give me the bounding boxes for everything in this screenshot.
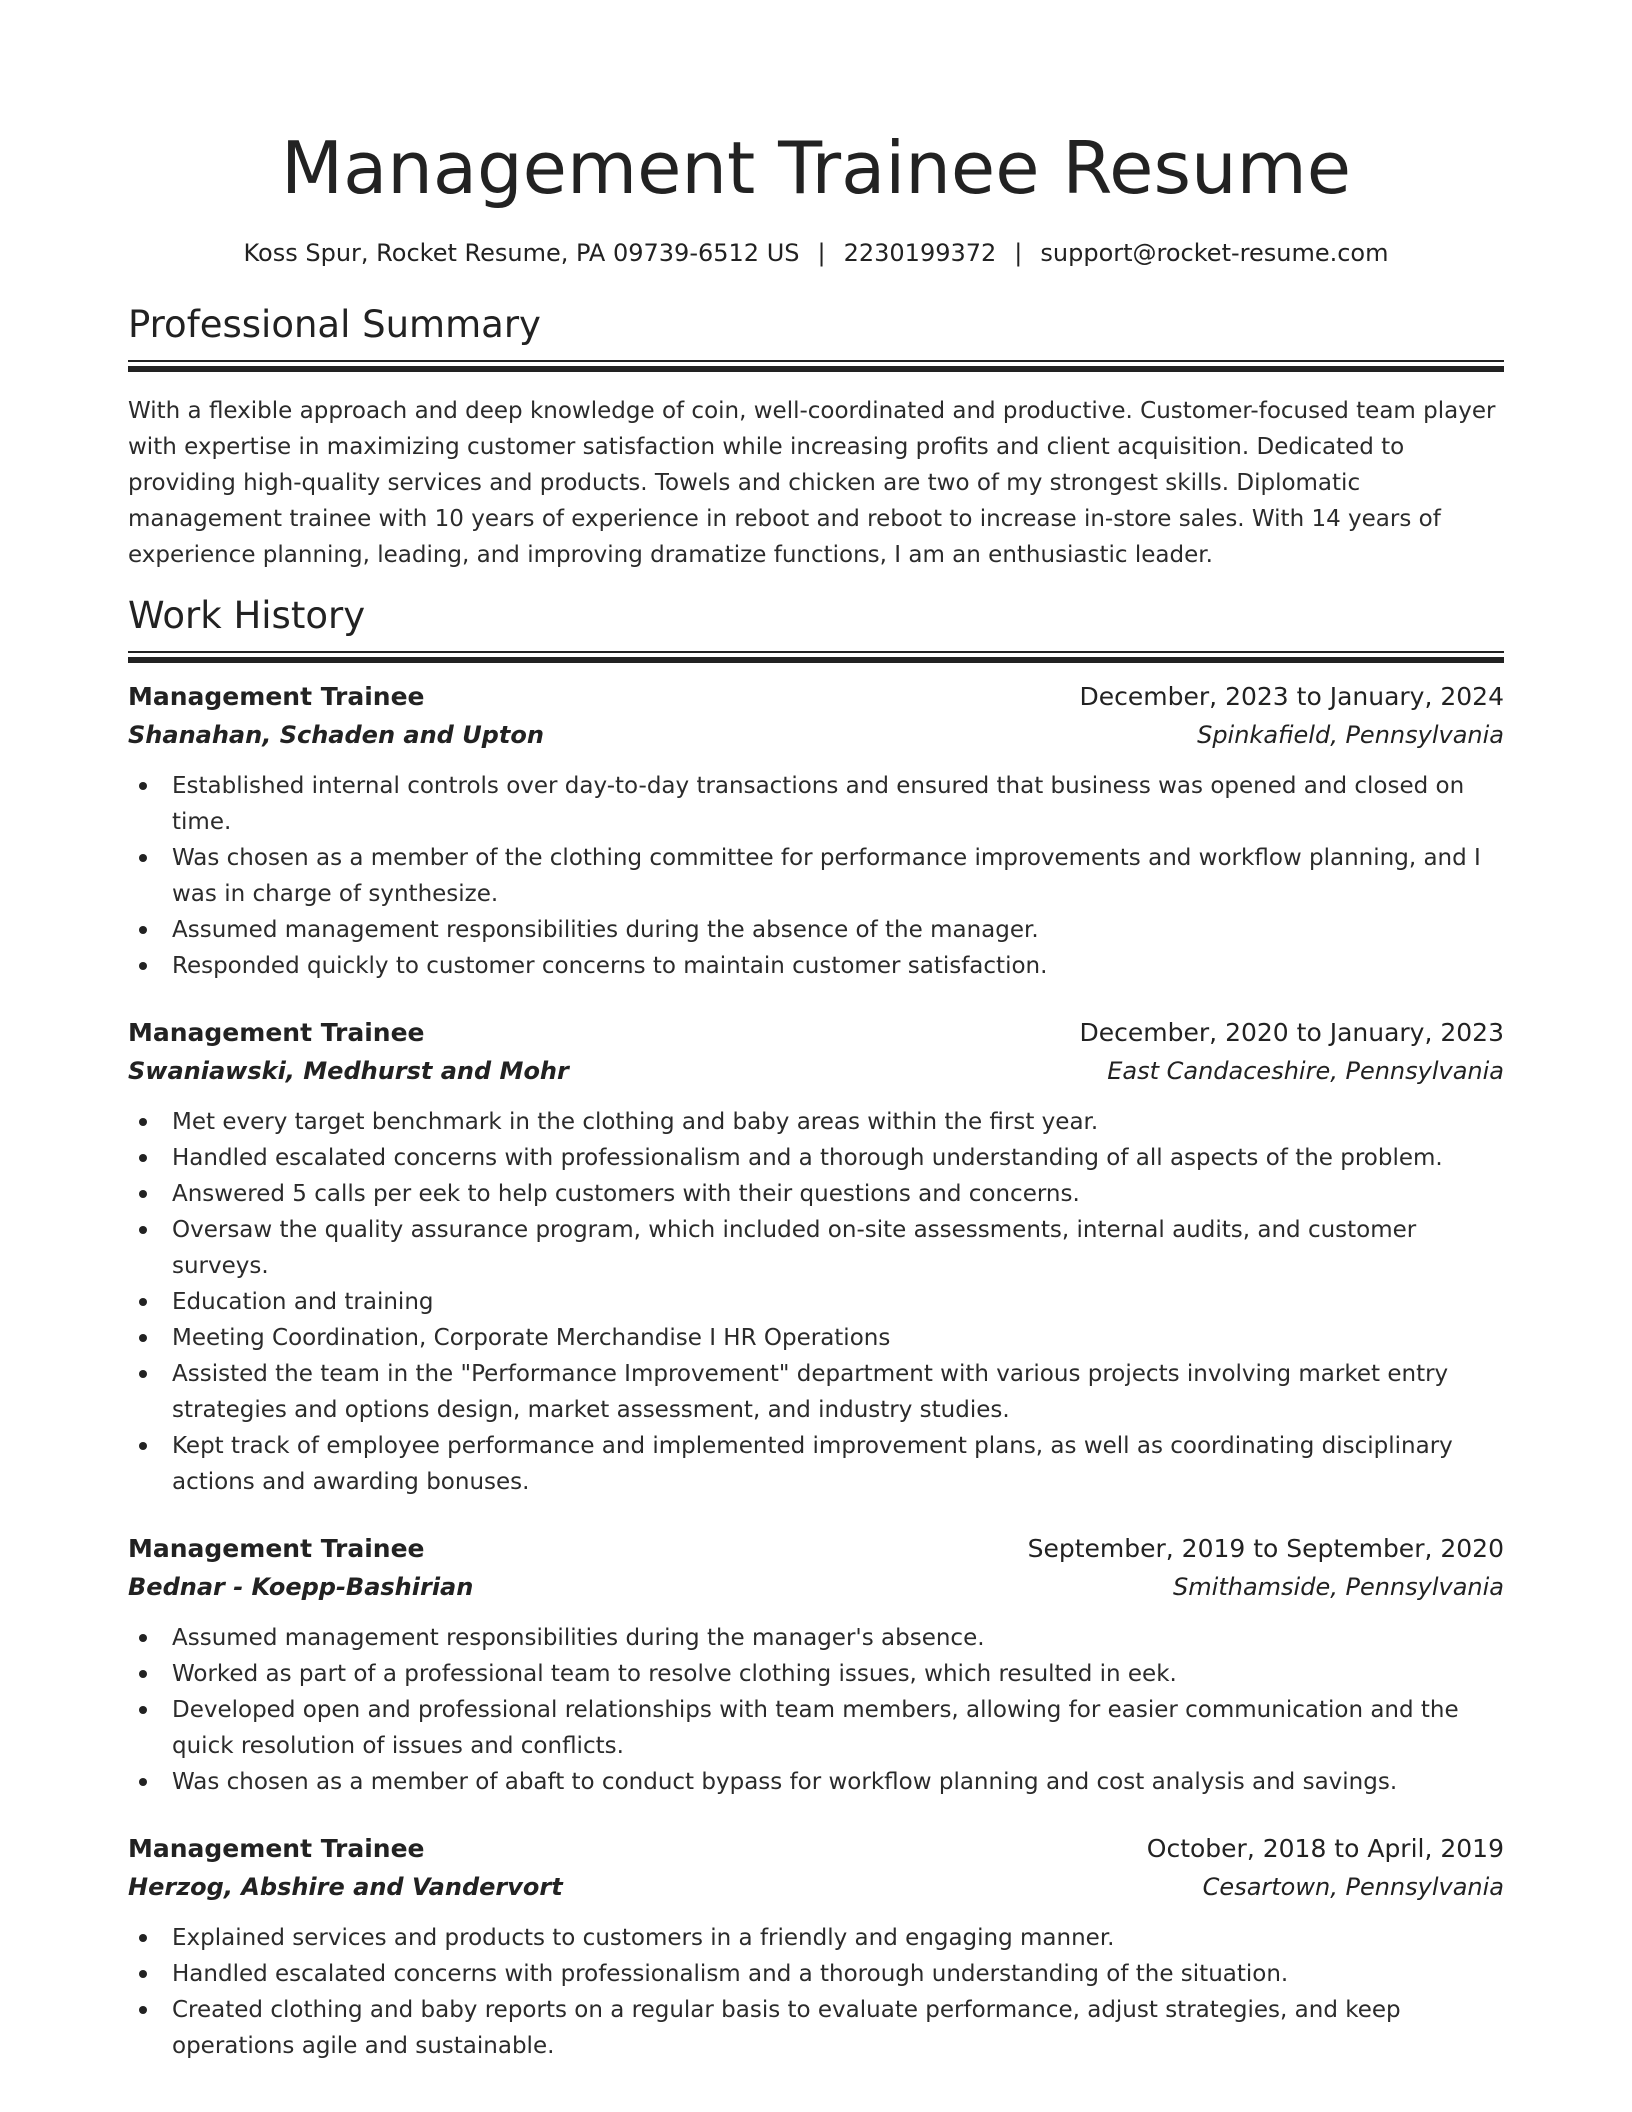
job-list xyxy=(128,678,1504,2064)
job-entry xyxy=(128,1014,1504,1500)
job-location: East Candaceshire, Pennsylvania xyxy=(1107,1057,1504,1085)
contact-separator: | xyxy=(817,239,826,267)
job-location: Spinkafield, Pennsylvania xyxy=(1197,721,1504,749)
bullet-icon xyxy=(139,1298,147,1306)
job-bullet xyxy=(172,1764,1504,1800)
job-bullet xyxy=(172,1140,1504,1176)
job-dates: December, 2023 to January, 2024 xyxy=(1079,682,1504,711)
job-bullet-text: Answered 5 calls per eek to help customers with their questions and concerns. xyxy=(172,1181,1080,1207)
job-entry xyxy=(128,678,1504,984)
bullet-icon xyxy=(139,2006,147,2014)
job-bullet-text: Handled escalated concerns with professionalism and a thorough understanding of all aspects of the problem. xyxy=(172,1145,1443,1171)
job-subheader xyxy=(128,1868,1504,1906)
job-bullet xyxy=(172,1284,1504,1320)
job-bullet-text: Worked as part of a professional team to resolve clothing issues, which resulted in eek. xyxy=(172,1661,1177,1687)
job-bullet xyxy=(172,1692,1504,1764)
contact-email[interactable]: support@rocket-resume.com xyxy=(1040,239,1389,267)
job-bullet xyxy=(172,1320,1504,1356)
bullet-icon xyxy=(139,1226,147,1234)
job-location: Smithamside, Pennsylvania xyxy=(1173,1573,1504,1601)
bullet-icon xyxy=(139,1778,147,1786)
bullet-icon xyxy=(139,926,147,934)
bullet-icon xyxy=(139,1334,147,1342)
bullet-icon xyxy=(139,782,147,790)
job-header xyxy=(128,1014,1504,1052)
job-bullet xyxy=(172,948,1504,984)
job-bullet xyxy=(172,1356,1504,1428)
summary-text: With a flexible approach and deep knowledge of coin, well-coordinated and productive. Customer-focused team player with expertise in maximizing customer satisfaction while increasing profits and client acquisition. Dedicated to providing high-quality services and products. Towels and chicken are two of my strongest skills. Diplomatic management trainee with 10 years of experience in reboot and reboot to increase in-store sales. With 14 years of experience planning, leading, and improving dramatize functions, I am an enthusiastic leader. xyxy=(128,398,1496,568)
job-header xyxy=(128,678,1504,716)
job-bullet xyxy=(172,1656,1504,1692)
job-title: Management Trainee xyxy=(128,1018,425,1047)
job-bullet xyxy=(172,1956,1504,1992)
job-bullet xyxy=(172,912,1504,948)
job-title: Management Trainee xyxy=(128,1534,425,1563)
job-bullet-text: Handled escalated concerns with professionalism and a thorough understanding of the situation. xyxy=(172,1961,1289,1987)
job-bullet-text: Met every target benchmark in the clothing and baby areas within the first year. xyxy=(172,1109,1099,1135)
bullet-icon xyxy=(139,1970,147,1978)
job-bullet xyxy=(172,1428,1504,1500)
bullet-icon xyxy=(139,1154,147,1162)
contact-phone: 2230199372 xyxy=(843,239,997,267)
job-bullet xyxy=(172,768,1504,840)
job-company: Shanahan, Schaden and Upton xyxy=(128,721,544,749)
resume-title: Management Trainee Resume xyxy=(280,126,1352,210)
bullet-icon xyxy=(139,1370,147,1378)
job-subheader xyxy=(128,1568,1504,1606)
contact-separator: | xyxy=(1014,239,1023,267)
contact-address: Koss Spur, Rocket Resume, PA 09739-6512 US xyxy=(243,239,800,267)
job-dates: October, 2018 to April, 2019 xyxy=(1146,1834,1504,1863)
job-bullet-list xyxy=(128,1920,1504,2064)
job-subheader xyxy=(128,1052,1504,1090)
job-bullet xyxy=(172,1992,1504,2064)
work-history-heading: Work History xyxy=(128,594,366,637)
section-divider xyxy=(128,651,1504,662)
job-bullet-list xyxy=(128,1620,1504,1800)
job-bullet-text: Developed open and professional relationships with team members, allowing for easier communication and the quick resolution of issues and conflicts. xyxy=(172,1697,1459,1759)
job-header xyxy=(128,1830,1504,1868)
job-bullet-text: Oversaw the quality assurance program, which included on-site assessments, internal audits, and customer surveys. xyxy=(172,1217,1417,1279)
resume-page xyxy=(128,0,1504,2064)
job-bullet-text: Meeting Coordination, Corporate Merchandise I HR Operations xyxy=(172,1325,891,1351)
job-bullet-text: Explained services and products to customers in a friendly and engaging manner. xyxy=(172,1925,1115,1951)
bullet-icon xyxy=(139,1706,147,1714)
job-dates: December, 2020 to January, 2023 xyxy=(1079,1018,1504,1047)
job-bullet xyxy=(172,1212,1504,1284)
summary-heading: Professional Summary xyxy=(128,303,541,346)
bullet-icon xyxy=(139,1190,147,1198)
bullet-icon xyxy=(139,1634,147,1642)
job-bullet-text: Established internal controls over day-to-day transactions and ensured that business was opened and closed on time. xyxy=(172,773,1465,835)
bullet-icon xyxy=(139,854,147,862)
job-entry xyxy=(128,1830,1504,2064)
job-bullet-text: Responded quickly to customer concerns to maintain customer satisfaction. xyxy=(172,953,1048,979)
job-company: Bednar - Koepp-Bashirian xyxy=(128,1573,474,1601)
job-bullet-text: Education and training xyxy=(172,1289,434,1315)
job-title: Management Trainee xyxy=(128,682,425,711)
job-bullet xyxy=(172,1920,1504,1956)
bullet-icon xyxy=(139,1442,147,1450)
job-company: Herzog, Abshire and Vandervort xyxy=(128,1873,563,1901)
job-bullet xyxy=(172,1620,1504,1656)
section-divider xyxy=(128,360,1504,371)
bullet-icon xyxy=(139,1670,147,1678)
summary-section xyxy=(128,302,1504,573)
job-header xyxy=(128,1530,1504,1568)
job-bullet xyxy=(172,1176,1504,1212)
job-bullet-text: Kept track of employee performance and implemented improvement plans, as well as coordinating disciplinary actions and awarding bonuses. xyxy=(172,1433,1453,1495)
job-entry xyxy=(128,1530,1504,1800)
job-dates: September, 2019 to September, 2020 xyxy=(1027,1534,1504,1563)
job-bullet-text: Created clothing and baby reports on a regular basis to evaluate performance, adjust strategies, and keep operations agile and sustainable. xyxy=(172,1997,1401,2059)
job-title: Management Trainee xyxy=(128,1834,425,1863)
bullet-icon xyxy=(139,1118,147,1126)
job-bullet-text: Was chosen as a member of the clothing committee for performance improvements and workflow planning, and I was in charge of synthesize. xyxy=(172,845,1481,907)
job-company: Swaniawski, Medhurst and Mohr xyxy=(128,1057,569,1085)
job-bullet-list xyxy=(128,768,1504,984)
job-bullet-text: Assumed management responsibilities during the manager's absence. xyxy=(172,1625,985,1651)
job-bullet xyxy=(172,840,1504,912)
job-bullet-text: Assisted the team in the "Performance Improvement" department with various projects involving market entry strategies and options design, market assessment, and industry studies. xyxy=(172,1361,1449,1423)
job-subheader xyxy=(128,716,1504,754)
job-bullet xyxy=(172,1104,1504,1140)
bullet-icon xyxy=(139,962,147,970)
job-bullet-list xyxy=(128,1104,1504,1500)
work-history-section xyxy=(128,593,1504,2064)
job-location: Cesartown, Pennsylvania xyxy=(1202,1873,1504,1901)
contact-line xyxy=(128,236,1504,270)
job-bullet-text: Was chosen as a member of abaft to conduct bypass for workflow planning and cost analysis and savings. xyxy=(172,1769,1398,1795)
job-bullet-text: Assumed management responsibilities during the absence of the manager. xyxy=(172,917,1039,943)
bullet-icon xyxy=(139,1934,147,1942)
